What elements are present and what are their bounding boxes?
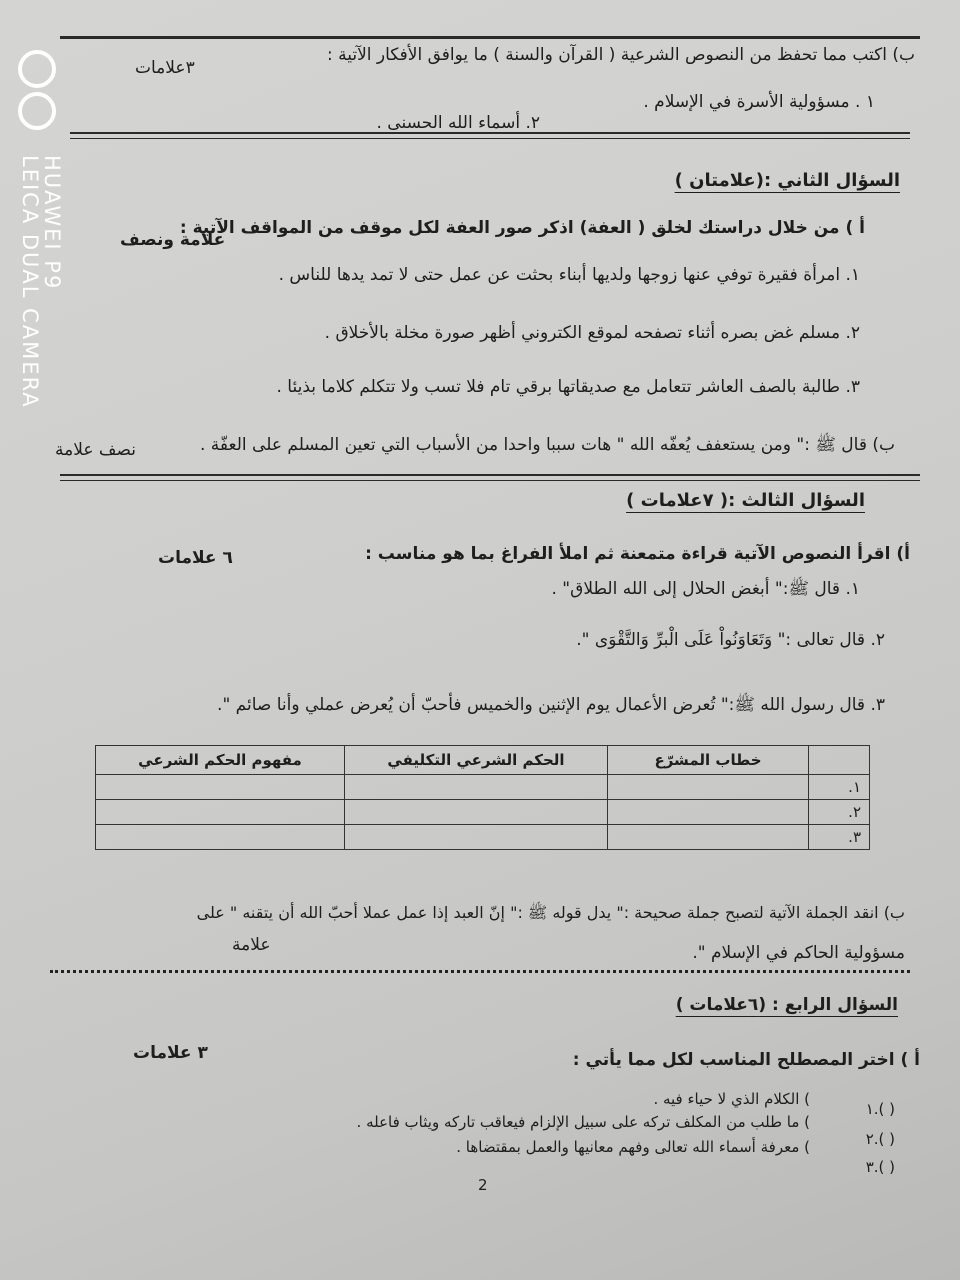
q4-item-1-text: ) الكلام الذي لا حياء فيه .: [653, 1090, 810, 1108]
q3-item-3: ٣. قال رسول الله ﷺ:" تُعرض الأعمال يوم الإثنين والخميس فأحبّ أن يُعرض عملي وأنا صائم ".: [217, 695, 885, 715]
answer-cell[interactable]: [96, 775, 345, 800]
q1b-prompt: ب) اكتب مما تحفظ من النصوص الشرعية ( القرآن والسنة ) ما يوافق الأفكار الآتية :: [326, 45, 915, 65]
q3-b-marks: علامة: [232, 935, 271, 955]
q4-a-prompt: أ ) اختر المصطلح المناسب لكل مما يأتي :: [572, 1050, 920, 1070]
watermark-circle-icon: [18, 92, 56, 130]
answer-cell[interactable]: [608, 800, 809, 825]
row-number: ١.: [809, 775, 870, 800]
q3-a-prompt: أ) اقرأ النصوص الآتية قراءة متمعنة ثم املأ الفراغ بما هو مناسب :: [365, 544, 910, 564]
q2-item-3: ٣. طالبة بالصف العاشر تتعامل مع صديقاتها برقي تام فلا تسب ولا تتكلم كلاما بذيئا .: [276, 377, 860, 397]
q3-a-marks: ٦ علامات: [158, 548, 233, 568]
answer-cell[interactable]: [345, 825, 608, 850]
watermark-circle-icon: [18, 50, 56, 88]
answer-cell[interactable]: [96, 800, 345, 825]
section-divider: [60, 474, 920, 481]
table-row: [96, 800, 870, 825]
table-header-row: [96, 746, 870, 775]
q3-item-1: ١. قال ﷺ:" أبغض الحلال إلى الله الطلاق" .: [551, 579, 860, 599]
answer-cell[interactable]: [608, 775, 809, 800]
q2-a-marks: علامة ونصف: [120, 230, 226, 250]
q3-b-line-1: ب) انقد الجملة الآتية لتصبح جملة صحيحة :" يدل قوله ﷺ :" إنّ العبد إذا عمل عملا أحبّ الله أن يتقنه " على: [196, 903, 905, 922]
q4-a-marks: ٣ علامات: [133, 1043, 208, 1063]
table-header-ruling: الحكم الشرعي التكليفي: [345, 746, 608, 775]
row-number: ٣.: [809, 825, 870, 850]
q4-item-3-text: ) معرفة أسماء الله تعالى وفهم معانيها والعمل بمقتضاها .: [456, 1138, 810, 1156]
q2-b-prompt: ب) قال ﷺ :" ومن يستعفف يُعفّه الله " هات سببا واحدا من الأسباب التي تعين المسلم على العفّة .: [200, 435, 895, 455]
answer-cell[interactable]: [96, 825, 345, 850]
watermark-camera: LEICA DUAL CAMERA: [18, 155, 42, 409]
q4-item-2-number[interactable]: ( ).٢: [865, 1130, 895, 1148]
q4-title: السؤال الرابع : (٦علامات ): [675, 995, 898, 1015]
q3-item-2: ٢. قال تعالى :" وَتَعَاوَنُواْ عَلَى الْبرِّ وَالتَّقْوَى ".: [576, 630, 885, 650]
table-header-number: [809, 746, 870, 775]
page-number: 2: [478, 1176, 488, 1194]
section-divider: [70, 132, 910, 139]
dotted-divider: [50, 970, 910, 973]
q2-a-prompt: أ ) من خلال دراستك لخلق ( العفة) اذكر صور العفة لكل موقف من المواقف الآتية :: [179, 218, 865, 238]
q2-item-2: ٢. مسلم غض بصره أثناء تصفحه لموقع الكتروني أظهر صورة مخلة بالأخلاق .: [324, 323, 860, 343]
table-header-concept: مفهوم الحكم الشرعي: [96, 746, 345, 775]
q3-title: السؤال الثالث :( ٧علامات ): [626, 490, 865, 511]
q1b-marks: ٣علامات: [135, 58, 195, 78]
row-number: ٢.: [809, 800, 870, 825]
answer-cell[interactable]: [345, 800, 608, 825]
top-rule: [60, 36, 920, 39]
ruling-table: [95, 745, 870, 850]
answer-cell[interactable]: [345, 775, 608, 800]
answer-cell[interactable]: [608, 825, 809, 850]
table-row: [96, 825, 870, 850]
q1b-item-1: ١ . مسؤولية الأسرة في الإسلام .: [643, 92, 875, 112]
q2-b-marks: نصف علامة: [55, 440, 136, 460]
watermark-brand: HUAWEI P9: [40, 155, 64, 291]
table-row: [96, 775, 870, 800]
q2-title: السؤال الثاني :(علامتان ): [674, 170, 900, 191]
q1b-item-2: ٢. أسماء الله الحسنى .: [376, 113, 540, 133]
q2-item-1: ١. امرأة فقيرة توفي عنها زوجها ولديها أبناء بحثت عن عمل حتى لا تمد يدها للناس .: [278, 265, 860, 285]
q4-item-2-text: ) ما طلب من المكلف تركه على سبيل الإلزام فيعاقب تاركه ويثاب فاعله .: [356, 1113, 810, 1131]
q4-item-3-number[interactable]: ( ).٣: [865, 1158, 895, 1176]
q4-item-1-number[interactable]: ( ).١: [865, 1100, 895, 1118]
table-header-legislator-address: خطاب المشرّع: [608, 746, 809, 775]
q3-b-line-2: مسؤولية الحاكم في الإسلام ".: [692, 943, 905, 963]
